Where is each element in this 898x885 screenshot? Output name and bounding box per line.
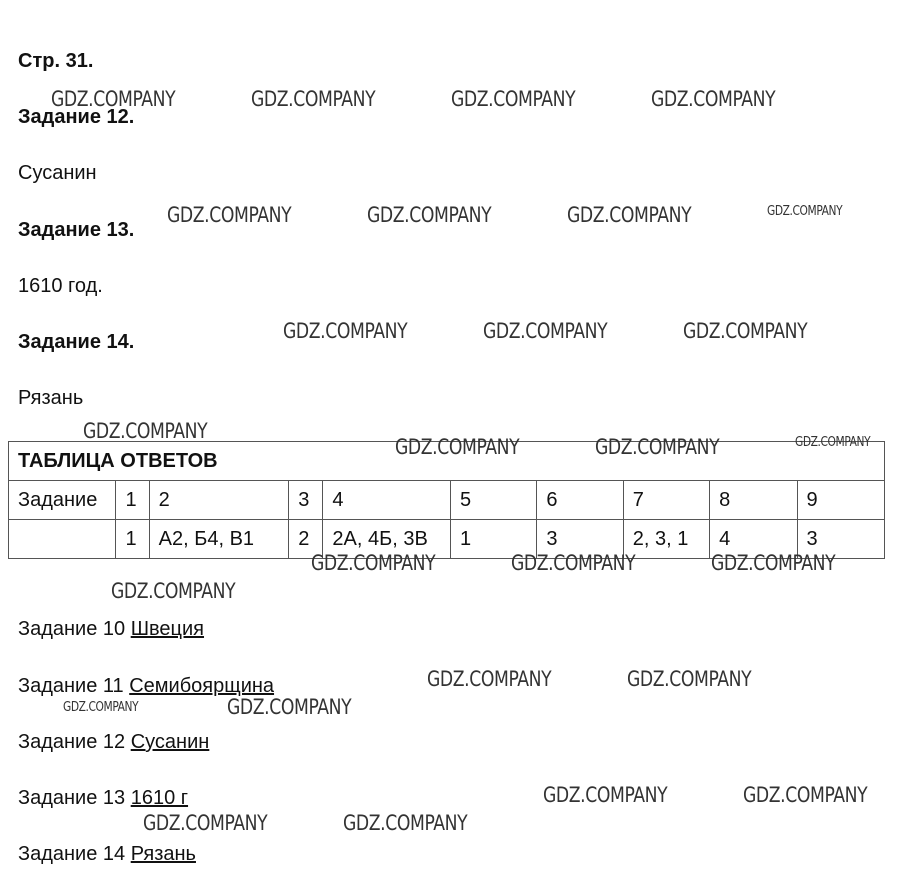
table-title: ТАБЛИЦА ОТВЕТОВ [9,442,885,481]
answer-line-13 [18,786,188,810]
table-header-cell: 4 [323,481,451,520]
watermark: GDZ.COMPANY [627,667,752,691]
table-cell: 1 [450,520,536,559]
watermark: GDZ.COMPANY [63,700,139,715]
watermark: GDZ.COMPANY [83,419,208,443]
table-header-cell: 2 [149,481,289,520]
answer-value: 1610 г [130,787,189,809]
table-cell: А2, Б4, В1 [149,520,289,559]
task-12-heading: Задание 12. [18,106,135,128]
watermark: GDZ.COMPANY [343,811,468,835]
watermark: GDZ.COMPANY [483,319,608,343]
answer-line-14 [18,842,196,866]
task-14-heading: Задание 14. [18,331,135,353]
watermark: GDZ.COMPANY [567,203,692,227]
watermark: GDZ.COMPANY [143,811,268,835]
table-header-cell: Задание [9,481,116,520]
answer-line-12 [18,730,209,754]
watermark: GDZ.COMPANY [451,87,576,111]
table-cell: 3 [797,520,884,559]
watermark: GDZ.COMPANY [227,695,352,719]
watermark: GDZ.COMPANY [795,435,871,450]
answer-label: Задание 14 [18,843,126,865]
watermark: GDZ.COMPANY [251,87,376,111]
table-header-cell: 9 [797,481,884,520]
answer-label: Задание 10 [18,618,126,640]
watermark: GDZ.COMPANY [283,319,408,343]
task-14-answer: Рязань [18,387,84,409]
answer-label: Задание 13 [18,787,126,809]
table-cell: 4 [710,520,797,559]
watermark: GDZ.COMPANY [767,204,843,219]
answer-value: Швеция [130,618,205,640]
table-header-cell: 7 [623,481,709,520]
table-header-cell: 3 [289,481,323,520]
watermark: GDZ.COMPANY [651,87,776,111]
table-cell: 2, 3, 1 [623,520,709,559]
answer-value: Семибоярщина [129,675,275,697]
answer-label: Задание 11 [18,675,124,697]
answer-label: Задание 12 [18,731,126,753]
watermark: GDZ.COMPANY [367,203,492,227]
task-12-answer: Сусанин [18,162,97,184]
watermark: GDZ.COMPANY [543,783,668,807]
answer-value: Сусанин [130,731,210,753]
watermark: GDZ.COMPANY [511,551,636,575]
table-cell: 2 [289,520,323,559]
answer-value: Рязань [130,843,196,865]
watermark: GDZ.COMPANY [51,87,176,111]
watermark: GDZ.COMPANY [711,551,836,575]
table-cell: 1 [116,520,149,559]
task-13-answer: 1610 год. [18,275,103,297]
table-header-cell: 1 [116,481,149,520]
watermark: GDZ.COMPANY [427,667,552,691]
table-header-row [9,481,885,520]
watermark: GDZ.COMPANY [395,435,520,459]
answer-line-10 [18,617,204,641]
task-13-heading: Задание 13. [18,219,135,241]
table-header-cell: 5 [450,481,536,520]
watermark: GDZ.COMPANY [743,783,868,807]
watermark: GDZ.COMPANY [683,319,808,343]
table-cell: 2А, 4Б, 3В [323,520,451,559]
table-header-cell: 6 [537,481,623,520]
watermark: GDZ.COMPANY [111,579,236,603]
table-header-cell: 8 [710,481,797,520]
table-cell [9,520,116,559]
page-header: Стр. 31. [18,50,94,72]
table-cell: 3 [537,520,623,559]
watermark: GDZ.COMPANY [595,435,720,459]
watermark: GDZ.COMPANY [311,551,436,575]
watermark: GDZ.COMPANY [167,203,292,227]
